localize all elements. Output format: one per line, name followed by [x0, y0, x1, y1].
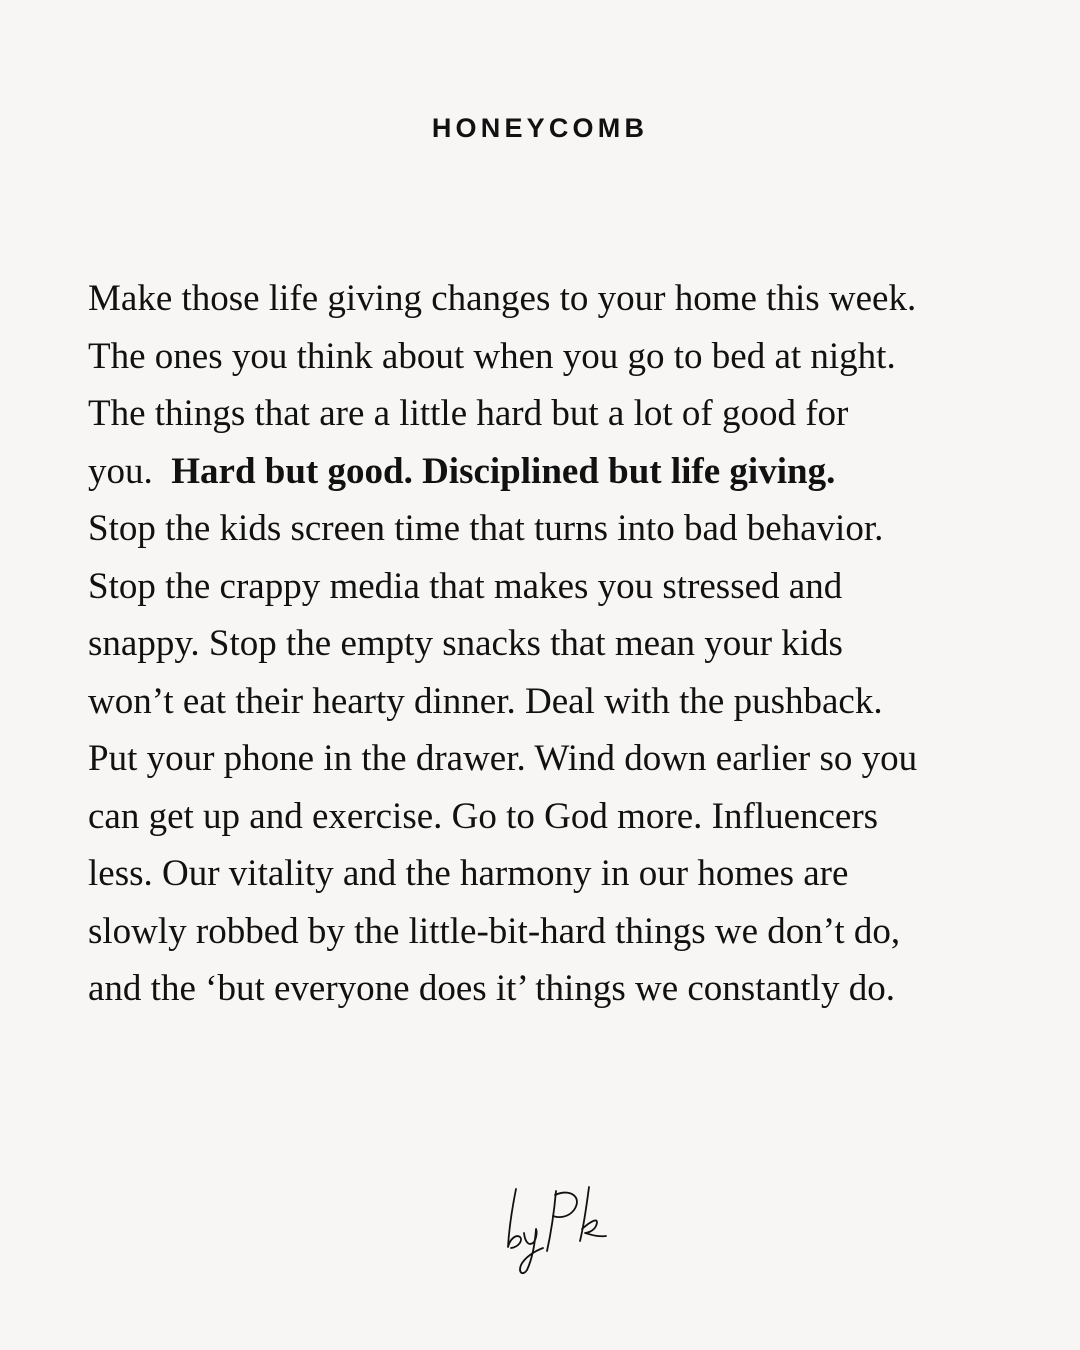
- body-line-9: Put your phone in the drawer. Wind down earlier so you: [88, 738, 918, 779]
- body-line-3: The things that are a little hard but a lot of good for: [88, 393, 849, 434]
- body-line-5: Stop the kids screen time that turns into bad behavior.: [88, 508, 884, 549]
- body-line-4-start: you.: [88, 450, 153, 492]
- brand-title: HONEYCOMB: [431, 113, 649, 143]
- body-line-8: won’t eat their hearty dinner. Deal with the pushback.: [88, 680, 883, 722]
- body-line-12: slowly robbed by the little-bit-hard things we don’t do,: [88, 910, 901, 952]
- body-line-6: Stop the crappy media that makes you stressed and: [88, 565, 843, 607]
- body-line-10: can get up and exercise. Go to God more. Influencers: [88, 795, 879, 837]
- body-text: [88, 270, 1048, 1018]
- body-line-11: less. Our vitality and the harmony in our homes are: [88, 853, 849, 894]
- signature-image: [490, 1175, 630, 1285]
- body-line-1: Make those life giving changes to your home this week.: [88, 278, 917, 319]
- body-line-13: and the ‘but everyone does it’ things we constantly do.: [88, 968, 895, 1009]
- body-line-2: The ones you think about when you go to bed at night.: [88, 335, 896, 377]
- body-line-7: snappy. Stop the empty snacks that mean your kids: [88, 623, 843, 664]
- body-line-4: [88, 443, 1048, 501]
- emphasis-text: Hard but good. Disciplined but life giving.: [171, 450, 836, 492]
